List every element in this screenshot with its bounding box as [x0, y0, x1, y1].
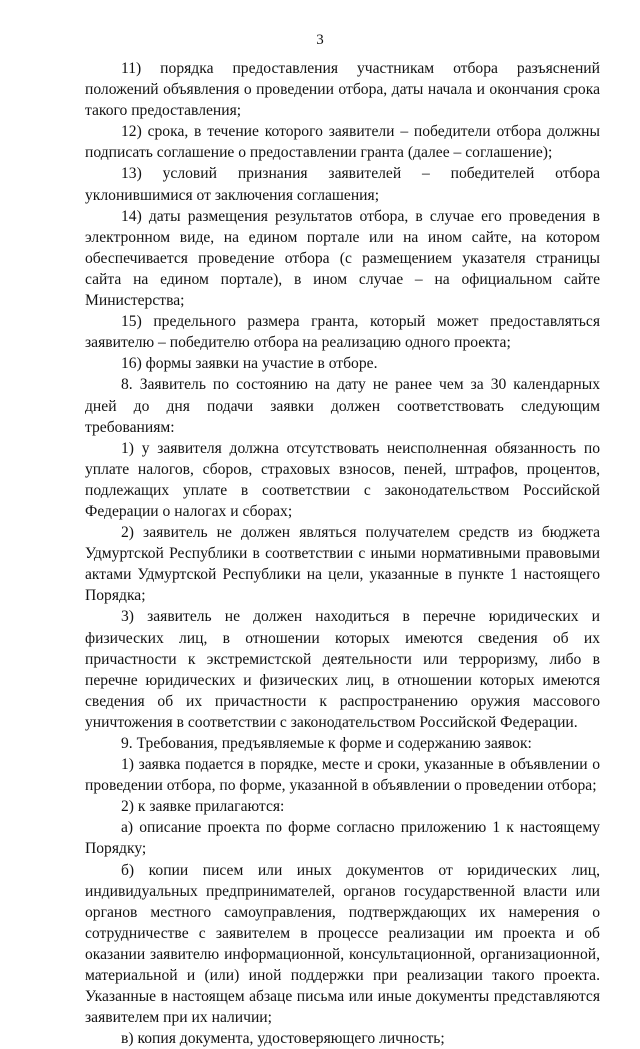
paragraph-application-2: 2) к заявке прилагаются: [121, 798, 285, 816]
paragraph-attachment-b: б) копии писем или иных документов от юридических лиц, индивидуальных предпринимателей, органов государственной власти или органов местного самоуправления, подтверждающих их намерения о сотрудничестве с заявителем в процессе реализации им проекта и об оказании заявителю информационной, консультационной, организационной, материальной и (или) иной поддержки при реализации такого проекта. Указанные в настоящем абзаце письма или иные документы представляются заявителем при их наличии; [85, 861, 600, 1027]
paragraph-item-11: 11) порядка предоставления участникам отбора разъяснений положений объявления о проведении отбора, даты начала и окончания срока такого предоставления; [85, 60, 600, 120]
page-number: 3 [316, 32, 324, 48]
paragraph-section-9: 9. Требования, предъявляемые к форме и содержанию заявок: [121, 735, 532, 752]
paragraph-item-14: 14) даты размещения результатов отбора, в случае его проведения в электронном виде, на едином портале или на ином сайте, на котором обеспечивается проведение отбора (с размещением указателя страницы сайта на едином портале), в ином случае – на официальном сайте Министерства; [85, 207, 600, 310]
document-body [85, 58, 600, 1049]
paragraph-item-16: 16) формы заявки на участие в отборе. [121, 355, 378, 373]
paragraph-section-8: 8. Заявитель по состоянию на дату не ранее чем за 30 календарных дней до дня подачи заявки должен соответствовать следующим требованиям: [85, 376, 600, 436]
paragraph-application-1: 1) заявка подается в порядке, месте и сроки, указанные в объявлении о проведении отбора, по форме, указанной в объявлении о проведении отбора; [85, 756, 600, 795]
paragraph-item-12: 12) срока, в течение которого заявители – победители отбора должны подписать соглашение о предоставлении гранта (далее – соглашение); [85, 123, 600, 162]
paragraph-requirement-2: 2) заявитель не должен являться получателем средств из бюджета Удмуртской Республики в соответствии с иными нормативными правовыми актами Удмуртской Республики на цели, указанные в пункте 1 настоящего Порядка; [85, 524, 600, 605]
paragraph-requirement-3: 3) заявитель не должен находиться в перечне юридических и физических лиц, в отношении которых имеются сведения об их причастности к экстремистской деятельности или терроризму, либо в перечне юридических и физических лиц, в отношении которых имеются сведения об их причастности к распространению оружия массового уничтожения в соответствии с законодательством Российской Федерации. [85, 608, 600, 731]
paragraph-item-13: 13) условий признания заявителей – победителей отбора уклонившимися от заключения соглашения; [85, 165, 600, 204]
paragraph-attachment-v: в) копия документа, удостоверяющего личность; [121, 1030, 445, 1048]
paragraph-item-15: 15) предельного размера гранта, который может предоставляться заявителю – победителю отбора на реализацию одного проекта; [85, 313, 600, 352]
paragraph-attachment-a: а) описание проекта по форме согласно приложению 1 к настоящему Порядку; [85, 819, 600, 858]
paragraph-requirement-1: 1) у заявителя должна отсутствовать неисполненная обязанность по уплате налогов, сборов, страховых взносов, пеней, штрафов, процентов, подлежащих уплате в соответствии с законодательством Российской Федерации о налогах и сборах; [85, 439, 600, 520]
